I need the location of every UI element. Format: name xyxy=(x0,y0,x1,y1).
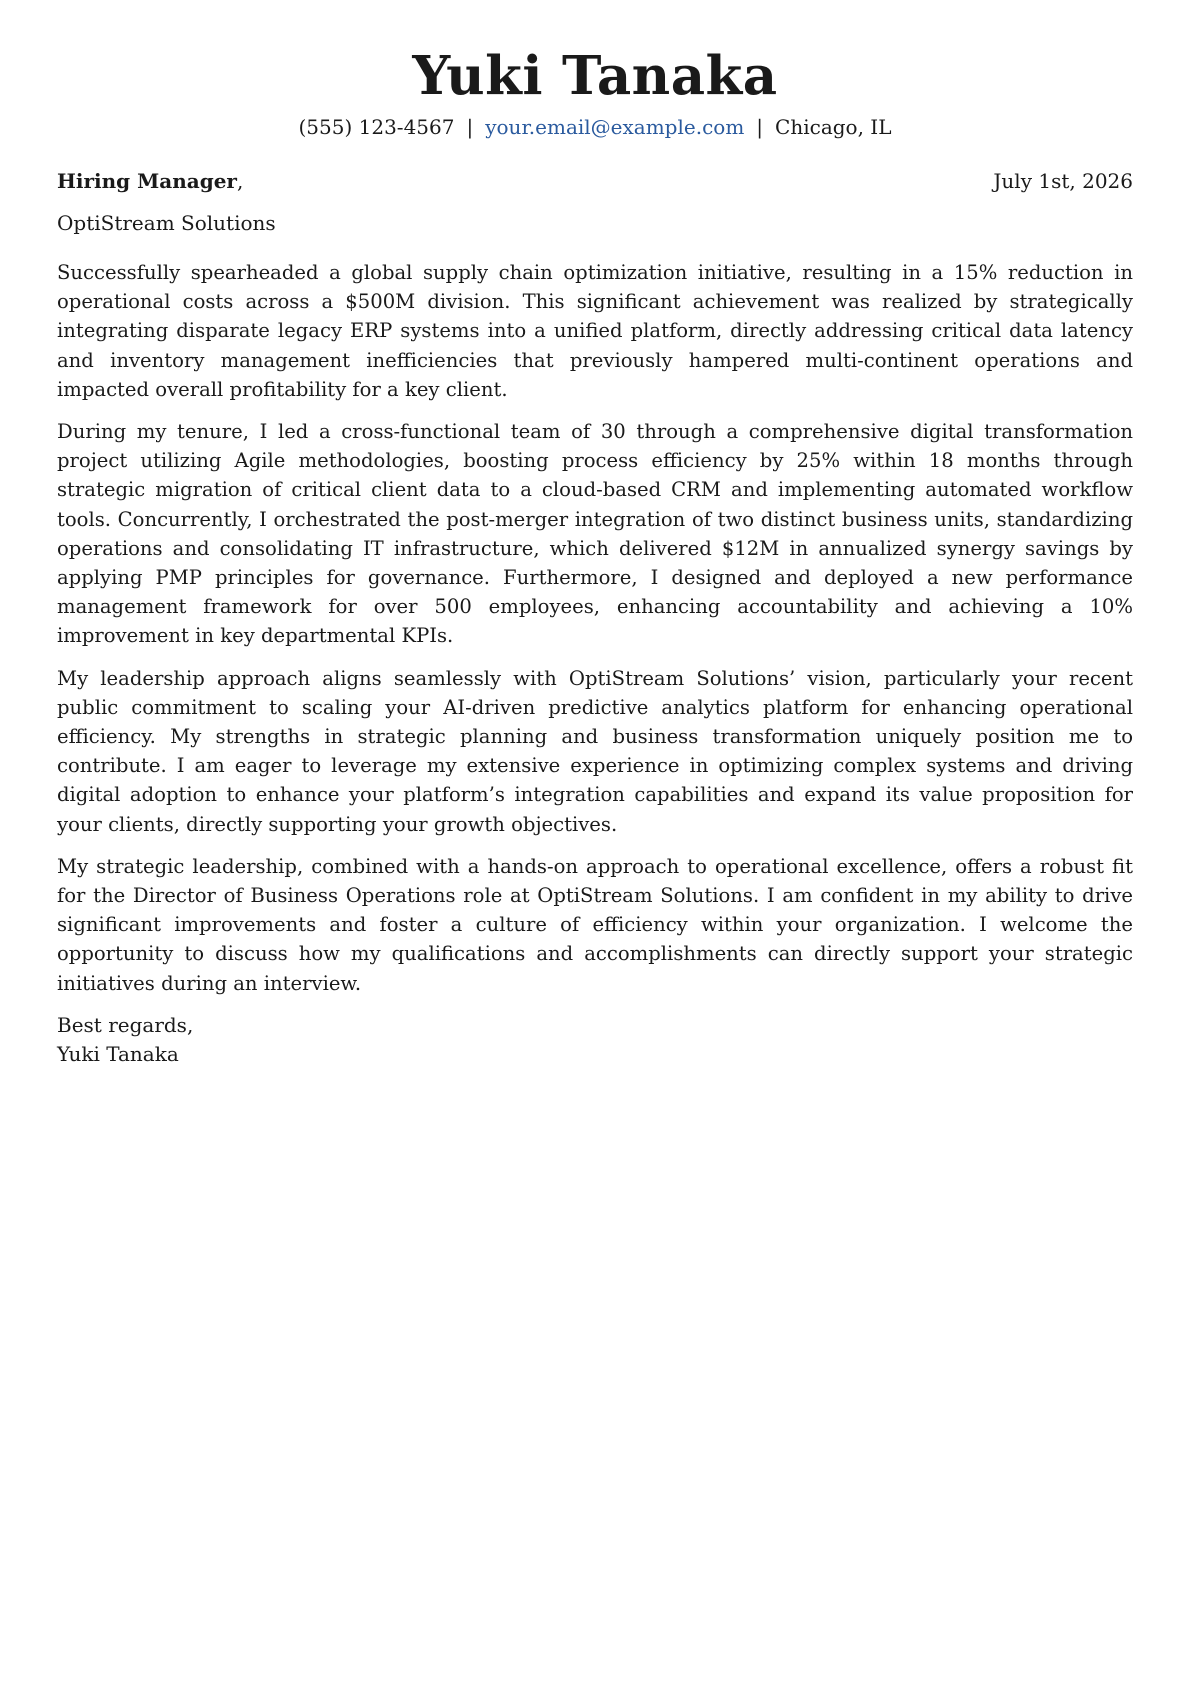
recipient-company: OptiStream Solutions xyxy=(57,211,276,235)
applicant-name: Yuki Tanaka xyxy=(412,45,778,107)
location: Chicago, IL xyxy=(775,115,892,139)
recipient-name: Hiring Manager xyxy=(57,169,237,193)
contact-line xyxy=(57,114,1133,140)
letter-closing xyxy=(57,1011,1133,1069)
recipient-name-suffix: , xyxy=(236,169,244,193)
address-row xyxy=(57,168,1133,194)
body-paragraph: My strategic leadership, combined with a hands-on approach to operational excellence, offers a robust fit for the Director of Business Operations role at OptiStream Solutions. I am confident in my ability to drive significant improvements and foster a culture of efficiency within your organization. I welcome the opportunity to discuss how my qualifications and accomplishments can directly support your strategic initiatives during an interview. xyxy=(57,854,1133,995)
body-paragraph: Successfully spearheaded a global supply chain optimization initiative, resulting in a 15% reduction in operational costs across a $500M division. This significant achievement was realized by strategically integrating disparate legacy ERP systems into a unified platform, directly addressing critical data latency and inventory management inefficiencies that previously hampered multi-continent operations and impacted overall profitability for a key client. xyxy=(57,261,1133,401)
cover-letter-page xyxy=(57,0,1133,1069)
closing-signature: Yuki Tanaka xyxy=(57,1041,179,1066)
phone-number: (555) 123-4567 xyxy=(298,115,455,139)
body-paragraph: My leadership approach aligns seamlessly with OptiStream Solutions’ vision, particularly your recent public commitment to scaling your AI-driven predictive analytics platform for enhancing operational efficiency. My strengths in strategic planning and business transformation uniquely position me to contribute. I am eager to leverage my extensive experience in optimizing complex systems and driving digital adoption to enhance your platform’s integration capabilities and expand its value proposition for your clients, directly supporting your growth objectives. xyxy=(57,666,1133,836)
letter-date: July 1st, 2026 xyxy=(993,169,1133,193)
body-paragraph: During my tenure, I led a cross-functional team of 30 through a comprehensive digital transformation project utilizing Agile methodologies, boosting process efficiency by 25% within 18 months through strategic migration of critical client data to a cloud-based CRM and implementing automated workflow tools. Concurrently, I orchestrated the post-merger integration of two distinct business units, standardizing operations and consolidating IT infrastructure, which delivered $12M in annualized synergy savings by applying PMP principles for governance. Furthermore, I designed and deployed a new performance management framework for over 500 employees, enhancing accountability and achieving a 10% improvement in key departmental KPIs. xyxy=(57,420,1133,648)
recipient-line xyxy=(57,168,243,194)
contact-separator: | xyxy=(466,115,474,139)
letter-body xyxy=(57,258,1133,998)
contact-separator: | xyxy=(756,115,764,139)
closing-salutation: Best regards, xyxy=(57,1012,194,1037)
email-link[interactable]: your.email@example.com xyxy=(485,115,745,139)
